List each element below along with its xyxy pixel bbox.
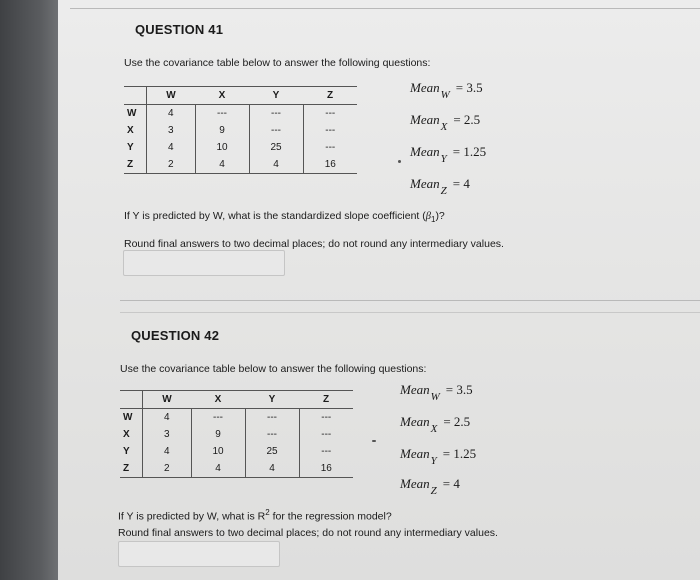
table-cell: --- xyxy=(249,122,303,139)
table-cell: --- xyxy=(299,443,353,460)
table-cell: --- xyxy=(249,105,303,123)
table-cell: --- xyxy=(303,105,357,123)
row-header: W xyxy=(123,412,133,423)
table-row xyxy=(120,460,353,478)
row-header: Y xyxy=(123,446,130,457)
table-cell: 4 xyxy=(143,443,192,460)
answer-input-41[interactable] xyxy=(123,250,285,276)
table-cell: 4 xyxy=(195,156,249,174)
table-cell: --- xyxy=(299,426,353,443)
mean-x: Mean$_X$ = 2.5 xyxy=(400,414,471,435)
stray-mark xyxy=(398,160,401,163)
mean-z: Mean$_Z$ = 4 xyxy=(410,176,470,197)
table-cell: 4 xyxy=(249,156,303,174)
divider-middle-2 xyxy=(120,312,700,313)
col-header: Z xyxy=(303,87,357,105)
table-cell: 2 xyxy=(143,460,192,478)
table-cell: 4 xyxy=(191,460,245,478)
question-42-instruction: Round final answers to two decimal places; do not round any intermediary values. xyxy=(118,527,498,539)
covariance-table-41 xyxy=(124,86,357,174)
table-cell: 25 xyxy=(249,139,303,156)
mean-w: Mean$_W$ = 3.5 xyxy=(400,382,473,403)
table-row xyxy=(124,139,357,156)
col-header: Y xyxy=(249,87,303,105)
question-42-text: If Y is predicted by W, what is $R^2$ for the regression model? xyxy=(118,508,392,523)
table-cell: 4 xyxy=(147,105,196,123)
mean-y: Mean$_Y$ = 1.25 xyxy=(400,446,477,467)
col-header: X xyxy=(195,87,249,105)
table-cell: 3 xyxy=(143,426,192,443)
table-row xyxy=(124,105,357,123)
stray-mark xyxy=(372,440,376,442)
table-cell: --- xyxy=(245,409,299,427)
table-cell: --- xyxy=(245,426,299,443)
table-cell: 4 xyxy=(245,460,299,478)
question-41-intro: Use the covariance table below to answer the following questions: xyxy=(124,57,431,69)
row-header: X xyxy=(123,429,130,440)
table-cell: --- xyxy=(303,139,357,156)
table-cell: --- xyxy=(299,409,353,427)
mean-w: Mean$_W$ = 3.5 xyxy=(410,80,483,101)
table-cell: --- xyxy=(195,105,249,123)
row-header: X xyxy=(127,125,134,136)
row-header: Z xyxy=(120,460,143,478)
table-row xyxy=(120,426,353,443)
table-cell: 16 xyxy=(299,460,353,478)
col-header: W xyxy=(147,87,196,105)
answer-input-42[interactable] xyxy=(118,541,280,567)
table-cell: 25 xyxy=(245,443,299,460)
table-row xyxy=(120,443,353,460)
table-cell: 10 xyxy=(191,443,245,460)
col-header: W xyxy=(143,391,192,409)
covariance-table-42 xyxy=(120,390,353,478)
col-header: Y xyxy=(245,391,299,409)
left-sidebar xyxy=(0,0,58,580)
table-header-row xyxy=(124,87,357,105)
divider-top xyxy=(70,8,700,9)
table-cell: 9 xyxy=(191,426,245,443)
question-41-instruction: Round final answers to two decimal places; do not round any intermediary values. xyxy=(124,238,504,250)
row-header: Y xyxy=(127,142,134,153)
table-cell: 9 xyxy=(195,122,249,139)
mean-x: Mean$_X$ = 2.5 xyxy=(410,112,481,133)
table-row xyxy=(120,409,353,427)
table-row xyxy=(124,156,357,174)
divider-middle xyxy=(120,300,700,301)
table-row xyxy=(124,122,357,139)
question-41-text: If Y is predicted by W, what is the standardized slope coefficient $(\beta_1)$? xyxy=(124,210,445,225)
table-cell: --- xyxy=(191,409,245,427)
table-cell: 2 xyxy=(147,156,196,174)
table-cell: 16 xyxy=(303,156,357,174)
col-header: X xyxy=(191,391,245,409)
table-cell: 3 xyxy=(147,122,196,139)
row-header: W xyxy=(127,108,137,119)
table-cell: 4 xyxy=(143,409,192,427)
table-cell: 10 xyxy=(195,139,249,156)
table-cell: 4 xyxy=(147,139,196,156)
table-header-row xyxy=(120,391,353,409)
question-41-title: QUESTION 41 xyxy=(135,22,224,37)
col-header: Z xyxy=(299,391,353,409)
table-cell: --- xyxy=(303,122,357,139)
question-42-intro: Use the covariance table below to answer the following questions: xyxy=(120,363,427,375)
question-42-title: QUESTION 42 xyxy=(131,328,220,343)
row-header: Z xyxy=(124,156,147,174)
mean-y: Mean$_Y$ = 1.25 xyxy=(410,144,487,165)
mean-z: Mean$_Z$ = 4 xyxy=(400,476,460,497)
